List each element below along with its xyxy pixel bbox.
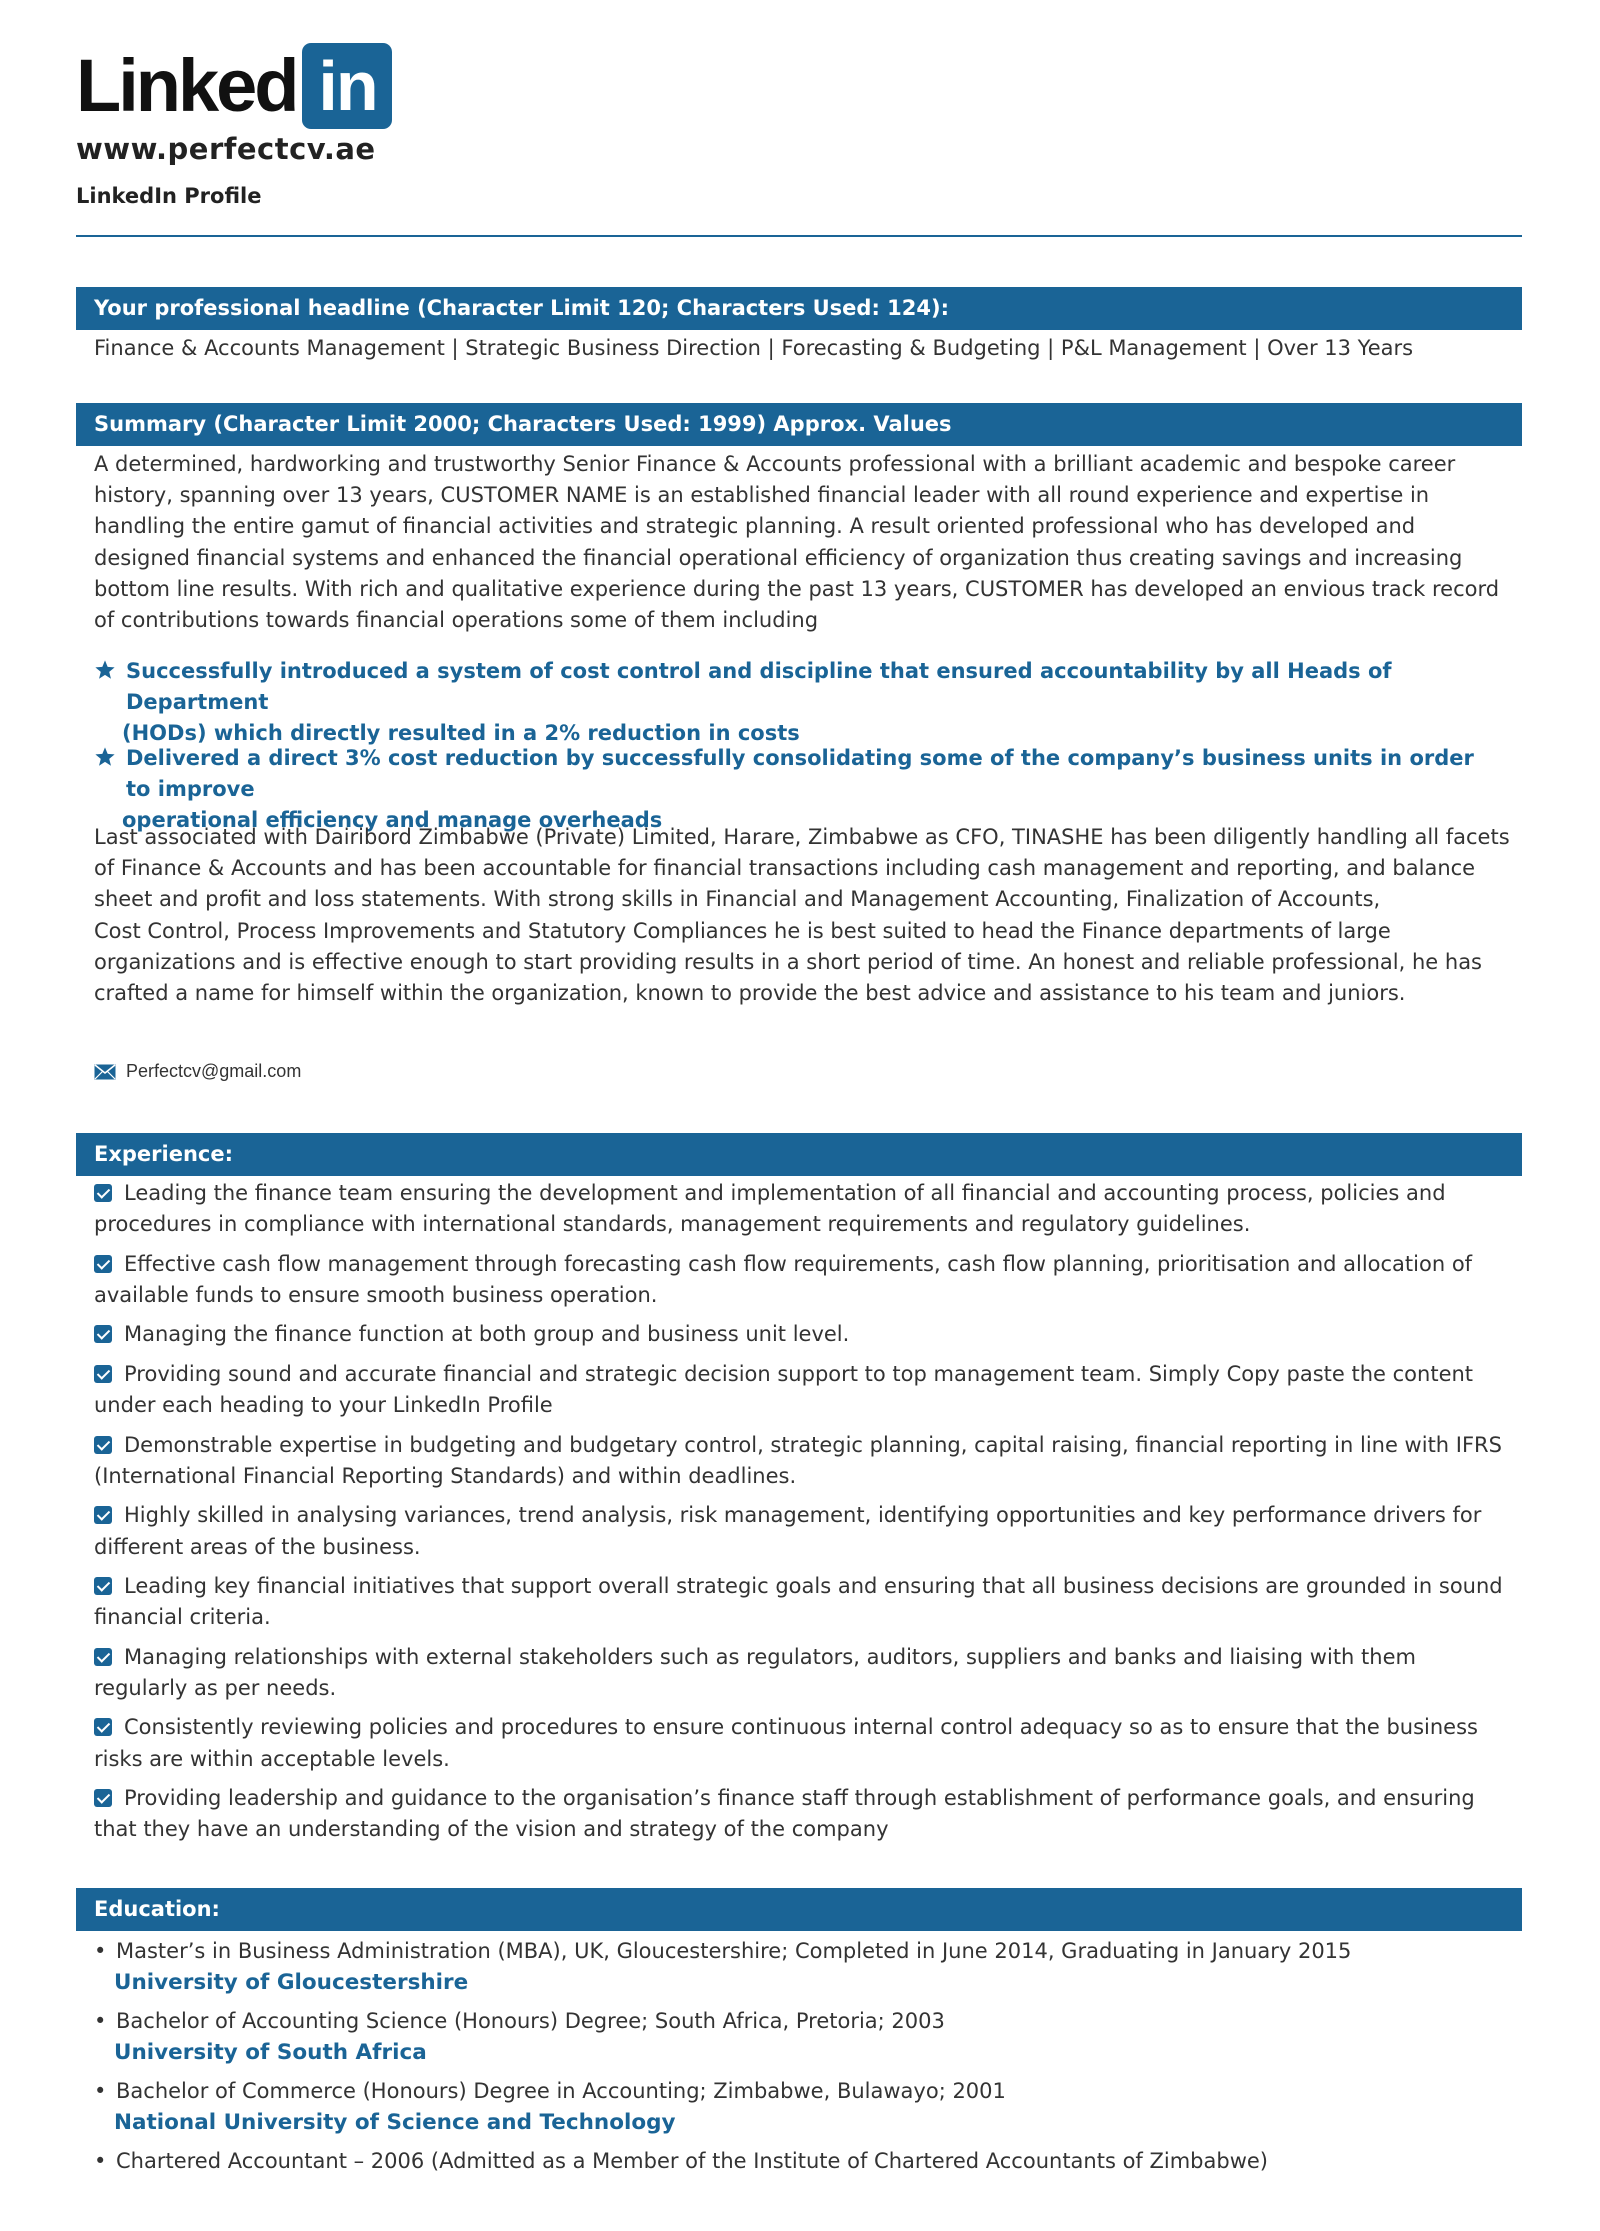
experience-item — [94, 1712, 1514, 1774]
checkbox-icon — [94, 1325, 112, 1343]
experience-item — [94, 1359, 1514, 1421]
checkbox-icon — [94, 1365, 112, 1383]
checkbox-icon — [94, 1436, 112, 1454]
education-item — [94, 2146, 1514, 2177]
highlight-line: operational efficiency and manage overheads — [122, 808, 663, 832]
email-address[interactable]: Perfectcv@gmail.com — [126, 1061, 302, 1081]
experience-item — [94, 1319, 1514, 1350]
headline-text: Finance & Accounts Management | Strategic Business Direction | Forecasting & Budgeting | P&L Management | Over 13 Years — [94, 336, 1414, 360]
experience-item-text: Demonstrable expertise in budgeting and budgetary control, strategic planning, capital raising, financial reporting in line with IFRS (International Financial Reporting Standards) and within deadlines. — [94, 1432, 1502, 1488]
envelope-icon — [94, 1064, 116, 1080]
education-university: National University of Science and Technology — [114, 2110, 676, 2135]
experience-item — [94, 1249, 1514, 1311]
highlight-line: (HODs) which directly resulted in a 2% reduction in costs — [122, 721, 800, 745]
education-university: University of Gloucestershire — [114, 1970, 469, 1995]
education-degree: Chartered Accountant – 2006 (Admitted as a Member of the Institute of Chartered Accountants of Zimbabwe) — [116, 2149, 1268, 2173]
summary-highlight — [94, 656, 1494, 749]
experience-item — [94, 1571, 1514, 1633]
summary-closing — [94, 822, 1514, 1009]
education-degree: Bachelor of Accounting Science (Honours) Degree; South Africa, Pretoria; 2003 — [116, 2009, 945, 2033]
experience-item — [94, 1500, 1514, 1562]
star-icon — [94, 659, 116, 681]
experience-item — [94, 1430, 1514, 1492]
checkbox-icon — [94, 1789, 112, 1807]
star-icon — [94, 746, 116, 768]
experience-list — [94, 1178, 1514, 1854]
page-subtitle: LinkedIn Profile — [76, 184, 262, 208]
checkbox-icon — [94, 1255, 112, 1273]
headline-section-header: Your professional headline (Character Limit 120; Characters Used: 124): — [76, 287, 1522, 330]
experience-item-text: Managing relationships with external stakeholders such as regulators, auditors, suppliers and banks and liaising with them regularly as per needs. — [94, 1644, 1416, 1700]
experience-item-text: Effective cash flow management through forecasting cash flow requirements, cash flow planning, prioritisation and allocation of available funds to ensure smooth business operation. — [94, 1251, 1473, 1307]
experience-item-text: Providing sound and accurate financial and strategic decision support to top management team. Simply Copy paste the content under each heading to your LinkedIn Profile — [94, 1361, 1474, 1418]
education-list — [94, 1936, 1514, 2185]
experience-item-text: Consistently reviewing policies and procedures to ensure continuous internal control adequacy so as to ensure that the business risks are within acceptable levels. — [94, 1715, 1478, 1771]
summary-closing-paragraph: Cost Control, Process Improvements and Statutory Compliances he is best suited to head the Finance departments of large organizations and is effective enough to start providing results in a short period of time. An honest and reliable professional, he has crafted a name for himself within the organization, known to provide the best advice and assistance to his team and juniors. — [94, 918, 1482, 1006]
linkedin-logo — [76, 42, 392, 130]
education-item — [94, 2006, 1514, 2068]
education-degree: Master’s in Business Administration (MBA), UK, Gloucestershire; Completed in June 2014, Graduating in January 2015 — [116, 1939, 1352, 1963]
header-divider — [76, 235, 1522, 237]
education-item — [94, 2076, 1514, 2138]
checkbox-icon — [94, 1184, 112, 1202]
bullet-icon: • — [94, 2149, 107, 2173]
experience-item — [94, 1642, 1514, 1704]
bullet-icon: • — [94, 2009, 107, 2033]
summary-intro: A determined, hardworking and trustworthy Senior Finance & Accounts professional with a brilliant academic and bespoke career history, spanning over 13 years, CUSTOMER NAME is an established financial leader with all round experience and expertise in handling the entire gamut of financial activities and strategic planning. A result oriented professional who has developed and designed financial systems and enhanced the financial operational efficiency of organization thus creating savings and increasing bottom line results. With rich and qualitative experience during the past 13 years, CUSTOMER has developed an envious track record of contributions towards financial operations some of them including — [94, 452, 1500, 633]
experience-item — [94, 1178, 1514, 1240]
checkbox-icon — [94, 1648, 112, 1666]
bullet-icon: • — [94, 1939, 107, 1963]
summary-closing-paragraph: Last associated with Dairibord Zimbabwe (Private) Limited, Harare, Zimbabwe as CFO, TINASHE has been diligently handling all facets of Finance & Accounts and has been accountable for financial transactions including cash management and reporting, and balance sheet and profit and loss statements. With strong skills in Financial and Management Accounting, Finalization of Accounts, — [94, 825, 1510, 912]
checkbox-icon — [94, 1718, 112, 1736]
website-url[interactable]: www.perfectcv.ae — [76, 132, 376, 166]
checkbox-icon — [94, 1506, 112, 1524]
logo-in-box: in — [302, 43, 392, 129]
experience-item-text: Leading the finance team ensuring the development and implementation of all financial and accounting process, policies and procedures in compliance with international standards, management requirements and regulatory guidelines. — [94, 1181, 1446, 1237]
email-contact[interactable] — [94, 1061, 301, 1082]
checkbox-icon — [94, 1577, 112, 1595]
experience-item-text: Highly skilled in analysing variances, trend analysis, risk management, identifying opportunities and key performance drivers for different areas of the business. — [94, 1503, 1482, 1559]
logo-word: Linked — [76, 44, 297, 127]
experience-item — [94, 1783, 1514, 1845]
education-university: University of South Africa — [114, 2040, 427, 2065]
highlight-line: Delivered a direct 3% cost reduction by successfully consolidating some of the company’s business units in order to improve — [126, 746, 1474, 801]
experience-item-text: Leading key financial initiatives that support overall strategic goals and ensuring that all business decisions are grounded in sound financial criteria. — [94, 1574, 1503, 1630]
experience-item-text: Managing the finance function at both group and business unit level. — [124, 1322, 850, 1347]
highlight-line: Successfully introduced a system of cost control and discipline that ensured accountability by all Heads of Department — [126, 659, 1392, 714]
experience-section-header: Experience: — [76, 1133, 1522, 1176]
summary-section-header: Summary (Character Limit 2000; Characters Used: 1999) Approx. Values — [76, 403, 1522, 446]
education-section-header: Education: — [76, 1888, 1522, 1931]
education-item — [94, 1936, 1514, 1998]
education-degree: Bachelor of Commerce (Honours) Degree in Accounting; Zimbabwe, Bulawayo; 2001 — [116, 2079, 1006, 2103]
experience-item-text: Providing leadership and guidance to the organisation’s finance staff through establishment of performance goals, and ensuring that they have an understanding of the vision and strategy of the company — [94, 1786, 1475, 1842]
bullet-icon: • — [94, 2079, 107, 2103]
